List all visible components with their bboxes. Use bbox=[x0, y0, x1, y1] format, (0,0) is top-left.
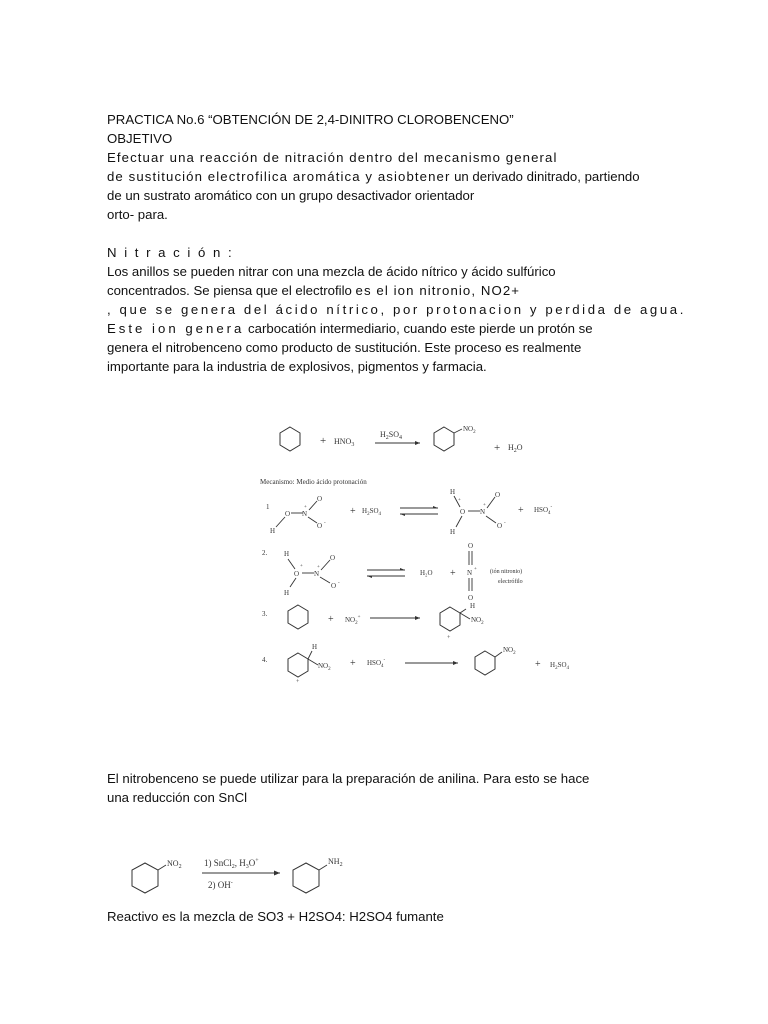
svg-text:O: O bbox=[460, 508, 466, 516]
reduction-scheme bbox=[120, 845, 380, 905]
svg-text:H2SO4: $H_2SO_4$ bbox=[362, 507, 382, 517]
svg-text:H: H bbox=[284, 550, 290, 558]
svg-text:+: + bbox=[300, 564, 303, 569]
svg-text:O: O bbox=[468, 594, 474, 602]
step-2-number: 2. bbox=[262, 549, 268, 557]
svg-text:H: H bbox=[312, 643, 318, 651]
nitration-heading: N i t r a c i ó n : bbox=[107, 245, 234, 260]
svg-text:H: H bbox=[270, 527, 276, 535]
mechanism-title: Mecanismo: Medio ácido protonación bbox=[260, 478, 367, 486]
svg-text:H2SO4: $H_2SO_4$ bbox=[380, 430, 403, 441]
svg-text:+: + bbox=[450, 568, 456, 579]
svg-text:H: H bbox=[450, 528, 456, 536]
svg-text:NO2: $NO_2$ bbox=[463, 425, 476, 435]
objective-heading: OBJETIVO bbox=[107, 131, 173, 146]
svg-text:+: + bbox=[458, 498, 461, 503]
nitration-mechanism-scheme bbox=[250, 415, 600, 705]
step-3-number: 3. bbox=[262, 610, 268, 618]
svg-text:N: N bbox=[467, 569, 473, 577]
svg-text:NO2: $NO_2$ bbox=[503, 646, 516, 656]
svg-text:H2SO4: $H_2SO_4$ bbox=[550, 661, 570, 671]
svg-text:O: O bbox=[468, 542, 474, 550]
svg-text:2) OH-: 2) OH- bbox=[208, 880, 233, 890]
electrophile-label: electrófilo bbox=[498, 579, 523, 585]
svg-text:+: + bbox=[350, 506, 356, 517]
nitration-line-2: concentrados. Se piensa que el electrofilo es el ion nitronio, NO2+ bbox=[107, 283, 521, 298]
objective-line-3: de un sustrato aromático con un grupo desactivador orientador bbox=[107, 188, 475, 203]
svg-text:N: N bbox=[302, 510, 308, 518]
svg-text:O: O bbox=[285, 510, 291, 518]
svg-text:HSO4-: $HSO_4^-$ bbox=[534, 505, 553, 516]
svg-text:H2O: $H_2O$ bbox=[508, 443, 523, 454]
svg-text:+: + bbox=[317, 565, 320, 570]
svg-text:N: N bbox=[314, 570, 320, 578]
nitration-line-6: importante para la industria de explosivos, pigmentos y farmacia. bbox=[107, 359, 487, 374]
svg-text:O: O bbox=[331, 582, 337, 590]
svg-text:O: O bbox=[317, 495, 323, 503]
step-1-number: 1 bbox=[266, 503, 270, 511]
plus-sign: + bbox=[320, 435, 327, 447]
water-label: H₂O bbox=[420, 569, 433, 577]
svg-text:+: + bbox=[328, 614, 334, 625]
svg-text:H: H bbox=[470, 602, 476, 610]
svg-text:+: + bbox=[518, 505, 524, 516]
svg-text:H: H bbox=[284, 589, 290, 597]
nitration-line-5: genera el nitrobenceno como producto de sustitución. Este proceso es realmente bbox=[107, 340, 582, 355]
aniline-line-1: El nitrobenceno se puede utilizar para la preparación de anilina. Para esto se hace bbox=[107, 771, 590, 786]
svg-text:+: + bbox=[483, 503, 486, 508]
svg-text:+: + bbox=[494, 442, 501, 454]
svg-text:HNO3: $HNO_3$ bbox=[334, 437, 355, 448]
svg-text:+: + bbox=[296, 679, 300, 685]
svg-text:N: N bbox=[480, 508, 486, 516]
svg-text:+: + bbox=[304, 505, 307, 510]
objective-line-4: orto- para. bbox=[107, 207, 168, 222]
nitronium-label: (ión nitronio) bbox=[490, 569, 523, 575]
svg-text:NO2: $NO_2$ bbox=[318, 662, 331, 672]
svg-text:O: O bbox=[317, 522, 323, 530]
svg-text:+: + bbox=[350, 658, 356, 669]
svg-text:+: + bbox=[447, 635, 451, 641]
document-title: PRACTICA No.6 “OBTENCIÓN DE 2,4-DINITRO CLOROBENCENO” bbox=[107, 112, 514, 127]
svg-text:O: O bbox=[294, 570, 300, 578]
nitration-line-1: Los anillos se pueden nitrar con una mezcla de ácido nítrico y ácido sulfúrico bbox=[107, 264, 556, 279]
svg-text:+: + bbox=[474, 567, 477, 572]
nitration-line-3: , que se genera del ácido nítrico, por protonacion y perdida de agua. bbox=[107, 302, 686, 317]
svg-text:NH2: $NH_2$ bbox=[328, 857, 343, 868]
svg-text:-: - bbox=[338, 581, 340, 586]
svg-text:NO2+: $NO_2^+$ bbox=[345, 615, 361, 626]
svg-text:NO2: $NO_2$ bbox=[471, 616, 484, 626]
svg-text:NO2: $NO_2$ bbox=[167, 859, 182, 870]
svg-text:O: O bbox=[497, 522, 503, 530]
svg-text:O: O bbox=[495, 491, 501, 499]
svg-text:H: H bbox=[450, 488, 456, 496]
svg-text:-: - bbox=[504, 521, 506, 526]
svg-text:-: - bbox=[324, 521, 326, 526]
objective-line-2: de sustitución electrofilica aromática y asiobtener un derivado dinitrado, partiendo bbox=[107, 169, 640, 184]
reagent-line: Reactivo es la mezcla de SO3 + H2SO4: H2SO4 fumante bbox=[107, 909, 444, 924]
svg-text:+: + bbox=[535, 659, 541, 670]
nitration-line-4: Este ion genera carbocatión intermediario, cuando este pierde un protón se bbox=[107, 321, 593, 336]
svg-text:HSO4-: $HSO_4^-$ bbox=[367, 658, 386, 669]
svg-text:1) SnCl2, H3O+: 1) SnCl$_2$, $H_3O^+$ bbox=[204, 858, 259, 870]
step-4-number: 4. bbox=[262, 656, 268, 664]
objective-line-1: Efectuar una reacción de nitración dentro del mecanismo general bbox=[107, 150, 558, 165]
aniline-line-2: una reducción con SnCl bbox=[107, 790, 248, 805]
svg-text:O: O bbox=[330, 554, 336, 562]
